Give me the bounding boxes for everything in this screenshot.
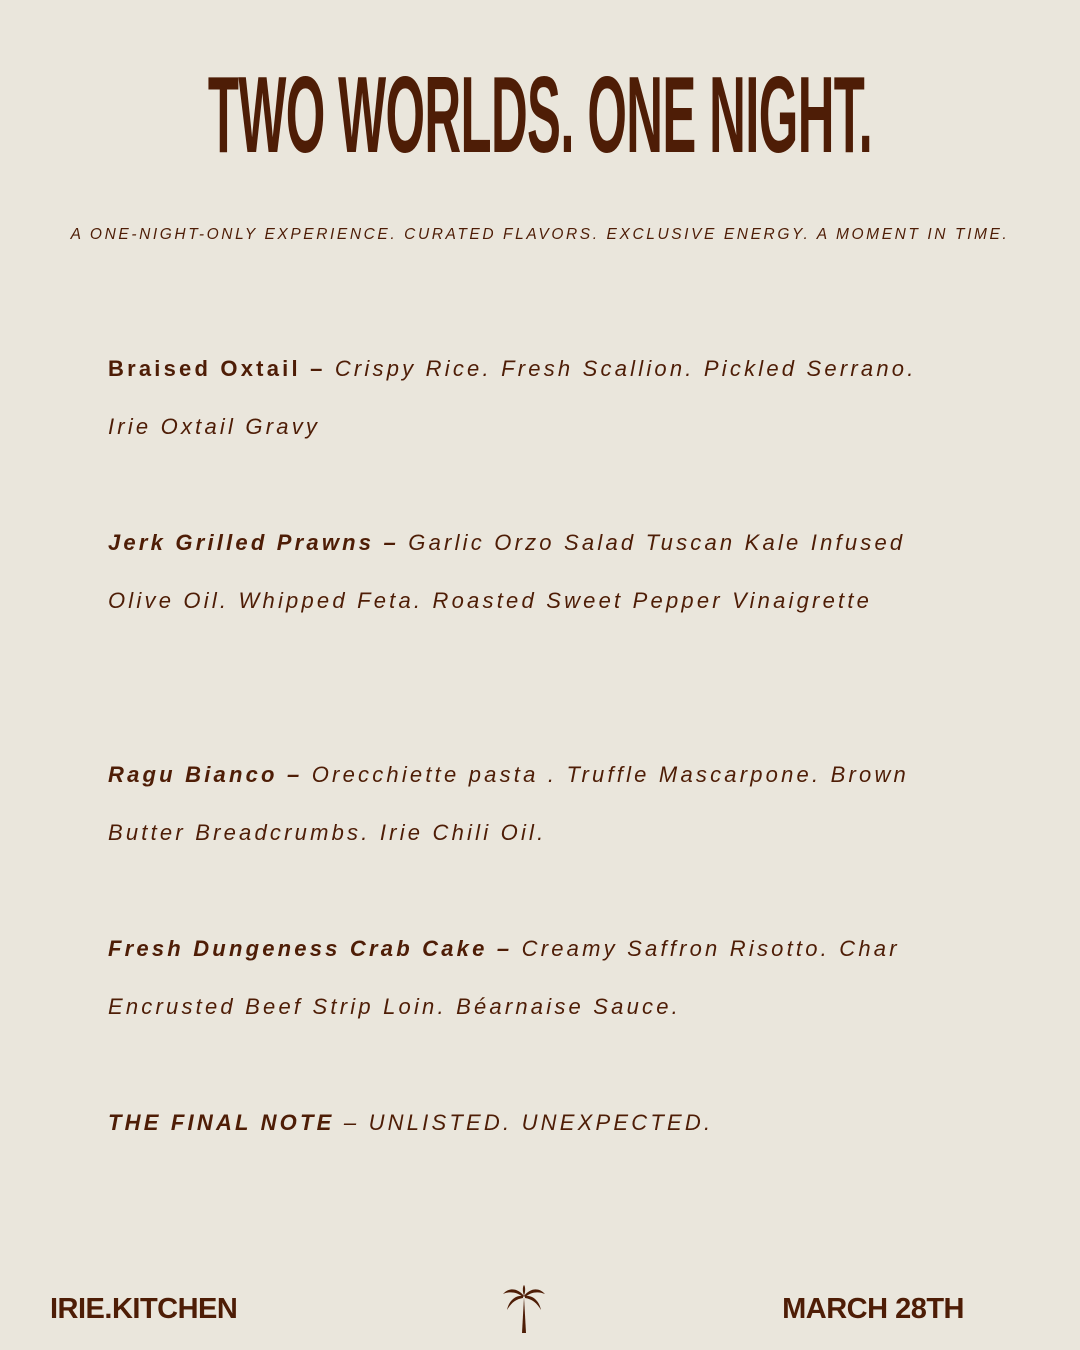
menu-item-name: Jerk Grilled Prawns – (108, 530, 409, 555)
menu-item-description: Garlic Orzo Salad Tuscan Kale Infused Olive Oil. Whipped Feta. Roasted Sweet Pepper Vinaigrette (108, 530, 906, 613)
menu-item-description: Crispy Rice. Fresh Scallion. Pickled Serrano. Irie Oxtail Gravy (108, 356, 917, 439)
menu-item-prawns (108, 514, 968, 630)
event-date: MARCH 28TH (782, 1293, 964, 1325)
menu-item-name: Braised Oxtail – (108, 356, 335, 381)
palm-tree-icon (500, 1284, 548, 1334)
menu-item-name: THE FINAL NOTE (108, 1110, 335, 1135)
brand-name: IRIE.KITCHEN (50, 1293, 238, 1325)
menu-item-oxtail (108, 340, 968, 456)
page-title: TWO WORLDS. ONE NIGHT. (207, 55, 873, 176)
menu-item-ragu (108, 746, 968, 862)
menu-item-crab-cake (108, 920, 968, 1036)
menu-item-name: Ragu Bianco – (108, 762, 312, 787)
menu-item-name: Fresh Dungeness Crab Cake – (108, 936, 522, 961)
menu-item-description: – UNLISTED. UNEXPECTED. (334, 1110, 714, 1135)
page-subtitle: A ONE-NIGHT-ONLY EXPERIENCE. CURATED FLAVORS. EXCLUSIVE ENERGY. A MOMENT IN TIME. (70, 226, 1010, 243)
menu-item-description: Orecchiette pasta . Truffle Mascarpone. Brown Butter Breadcrumbs. Irie Chili Oil. (108, 762, 909, 845)
menu-item-description: Creamy Saffron Risotto. Char Encrusted Beef Strip Loin. Béarnaise Sauce. (108, 936, 900, 1019)
menu-item-final-note (108, 1094, 968, 1152)
